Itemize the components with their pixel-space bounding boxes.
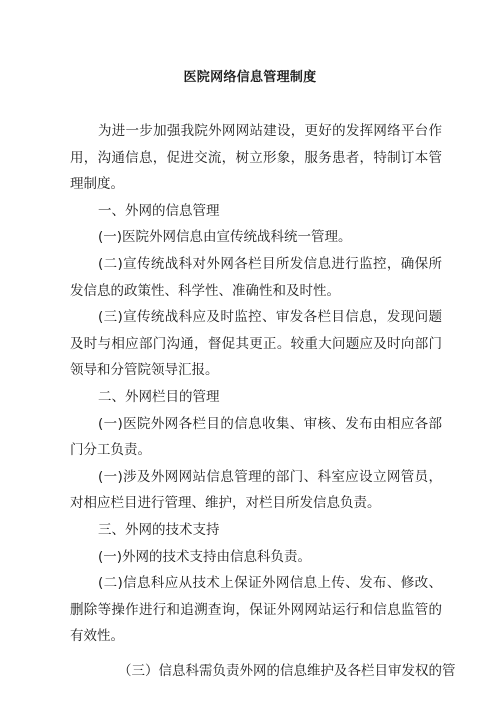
document-title: 医院网络信息管理制度: [183, 70, 317, 85]
intro-paragraph: 为进一步加强我院外网网站建设，更好的发挥网络平台作用，沟通信息，促进交流，树立形象，服务患者，特制订本管理制度。: [70, 123, 442, 193]
section-3-item-3: （三）信息科需负责外网的信息维护及各栏目审发权的管: [118, 662, 456, 679]
section-heading-3: 三、外网的技术支持: [98, 521, 220, 538]
section-3-item-1: (一)外网的技术支持由信息科负责。: [98, 548, 312, 565]
section-1-item-1: (一)医院外网信息由宣传统战科统一管理。: [98, 229, 352, 246]
section-heading-2: 二、外网栏目的管理: [98, 388, 220, 405]
section-1-item-2: (二)宣传统战科对外网各栏目所发信息进行监控，确保所发信息的政策性、科学性、准确性和及时性。: [70, 255, 442, 299]
section-2-item-1: (一)医院外网各栏目的信息收集、审核、发布由相应各部门分工负责。: [70, 415, 442, 459]
section-heading-1: 一、外网的信息管理: [98, 202, 220, 219]
section-1-item-3: (三)宣传统战科应及时监控、审发各栏目信息，发现问题及时与相应部门沟通，督促其更正。较重大问题应及时向部门领导和分管院领导汇报。: [70, 309, 442, 379]
document-body: [70, 118, 456, 684]
section-3-item-2: (二)信息科应从技术上保证外网信息上传、发布、修改、删除等操作进行和追溯查询，保证外网网站运行和信息监管的有效性。: [70, 575, 442, 645]
section-2-item-2: (一)涉及外网网站信息管理的部门、科室应设立网管员，对相应栏目进行管理、维护，对栏目所发信息负责。: [70, 468, 442, 512]
